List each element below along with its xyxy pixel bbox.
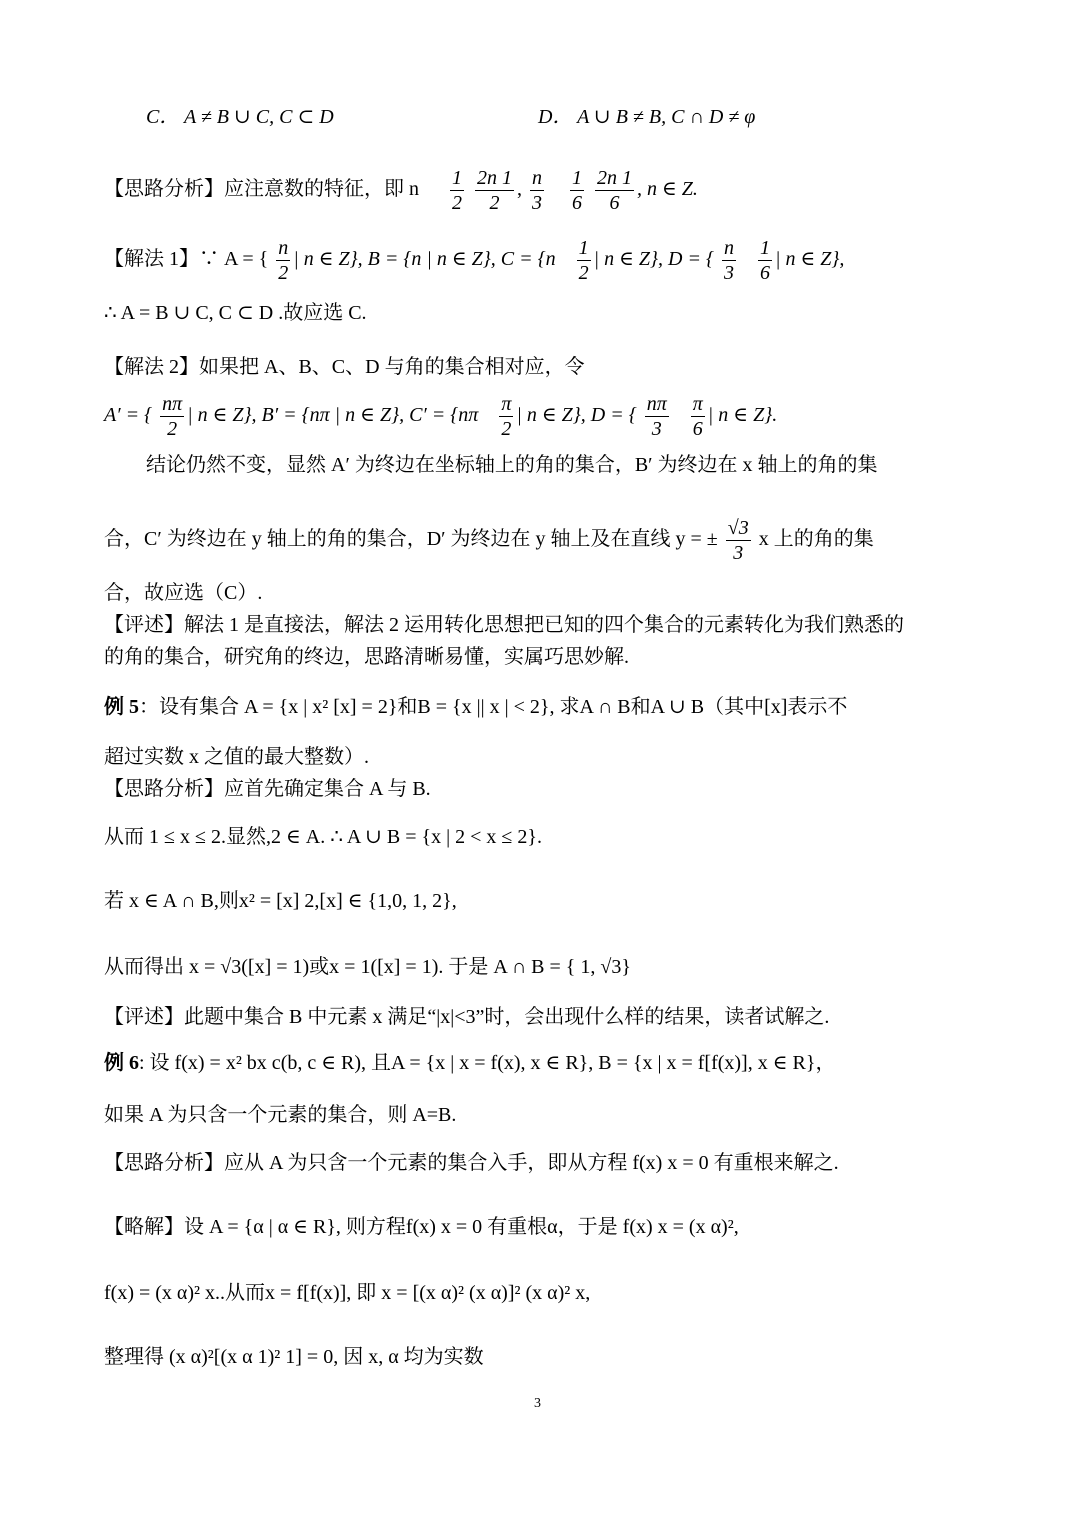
solution-2-text-2: 合，C′ 为终边在 y 轴上的角的集合，D′ 为终边在 y 轴上及在直线 y = ± $\frac{√3}{3}$ x 上的角的集 — [104, 517, 874, 564]
fraction: $\frac{2n 1}{6}$ — [597, 167, 632, 214]
solution-2-text-1: 结论仍然不变，显然 A′ 为终边在坐标轴上的角的集合，B′ 为终边在 x 轴上的角的集 — [146, 454, 878, 476]
derivation-1: 从而 1 ≤ x ≤ 2.显然,2 ∈ A. ∴ A ∪ B = {x | 2 < x ≤ 2}. — [104, 826, 542, 848]
brief-solution-1: 【略解】设 A = {α | α ∈ R}, 则方程f(x) x = 0 有重根α，于是 f(x) x = (x α)², — [104, 1216, 739, 1238]
page-number: 3 — [534, 1396, 541, 1411]
comment-1-line-2: 的角的集合，研究角的终边，思路清晰易懂，实属巧思妙解. — [104, 646, 629, 668]
fraction: $\frac{1}{6}$ — [572, 167, 582, 214]
solution-1: 【解法 1】∵ A = { $\frac{n}{2}$ | n ∈ Z}, B = {n | n ∈ Z}, C = {n $\frac{1}{2}$ | n ∈ Z}, D = { $\frac{n}{3}$ $\frac{1}{6}$ | n ∈ Z}, — [104, 237, 845, 284]
fraction: $\frac{1}{6}$ — [760, 237, 770, 284]
brief-solution-3: 整理得 (x α)²[(x α 1)² 1] = 0, 因 x, α 均为实数 — [104, 1346, 484, 1368]
analysis-2: 【思路分析】应首先确定集合 A 与 B. — [104, 778, 431, 800]
derivation-3: 从而得出 x = √3([x] = 1)或x = 1([x] = 1). 于是 A ∩ B = { 1, √3} — [104, 956, 631, 978]
option-c: C． A ≠ B ∪ C, C ⊂ D — [146, 106, 334, 128]
fraction: $\frac{n}{3}$ — [532, 167, 542, 214]
conclusion-1: ∴ A = B ∪ C, C ⊂ D .故应选 C. — [104, 302, 367, 324]
solution-2-intro: 【解法 2】如果把 A、B、C、D 与角的集合相对应，令 — [104, 356, 585, 378]
analysis-3: 【思路分析】应从 A 为只含一个元素的集合入手，即从方程 f(x) x = 0 有重根来解之. — [104, 1152, 839, 1174]
fraction: $\frac{2n 1}{2}$ — [477, 167, 512, 214]
example-5: 例 5：设有集合 A = {x | x² [x] = 2}和B = {x || x | < 2}, 求A ∩ B和A ∪ B（其中[x]表示不 — [104, 696, 848, 718]
derivation-2: 若 x ∈ A ∩ B,则x² = [x] 2,[x] ∈ {1,0, 1, 2}, — [104, 890, 457, 912]
example-6: 例 6: 设 f(x) = x² bx c(b, c ∈ R), 且A = {x | x = f(x), x ∈ R}, B = {x | x = f[f(x)], x ∈ R}， — [104, 1052, 836, 1074]
analysis-line-1: 【思路分析】应注意数的特征，即 n $\frac{1}{2}$ $\frac{2n 1}{2}$ , $\frac{n}{3}$ $\frac{1}{6}$ $\frac{2n 1}{6}$ , n ∈ Z. — [104, 167, 698, 214]
comment-2: 【评述】此题中集合 B 中元素 x 满足“|x|<3”时，会出现什么样的结果，读者试解之. — [104, 1006, 830, 1028]
fraction: $\frac{n\pi}{3}$ — [646, 393, 667, 440]
fraction: $\frac{n}{2}$ — [278, 237, 289, 284]
fraction: $\frac{n}{3}$ — [724, 237, 734, 284]
fraction: $\frac{1}{2}$ — [578, 237, 589, 284]
fraction: $\frac{√3}{3}$ — [727, 517, 749, 564]
comment-1-line-1: 【评述】解法 1 是直接法，解法 2 运用转化思想把已知的四个集合的元素转化为我们熟悉的 — [104, 614, 904, 636]
solution-2-sets: A′ = { $\frac{n\pi}{2}$ | n ∈ Z}, B′ = {nπ | n ∈ Z}, C′ = {nπ $\frac{\pi}{2}$ | n ∈ Z}, D = { $\frac{n\pi}{3}$ $\frac{\pi}{6}$ | n ∈ Z}. — [104, 393, 778, 440]
example-5-cont: 超过实数 x 之值的最大整数）. — [104, 746, 369, 768]
fraction: $\frac{\pi}{6}$ — [692, 393, 703, 440]
brief-solution-2: f(x) = (x α)² x..从而x = f[f(x)], 即 x = [(x α)² (x α)]² (x α)² x, — [104, 1282, 591, 1304]
solution-2-text-3: 合，故应选（C）. — [104, 582, 263, 604]
fraction: $\frac{1}{2}$ — [452, 167, 462, 214]
fraction: $\frac{\pi}{2}$ — [501, 393, 512, 440]
option-d: D． A ∪ B ≠ B, C ∩ D ≠ φ — [538, 106, 756, 128]
fraction: $\frac{n\pi}{2}$ — [162, 393, 183, 440]
example-6-cont: 如果 A 为只含一个元素的集合，则 A=B. — [104, 1104, 457, 1126]
